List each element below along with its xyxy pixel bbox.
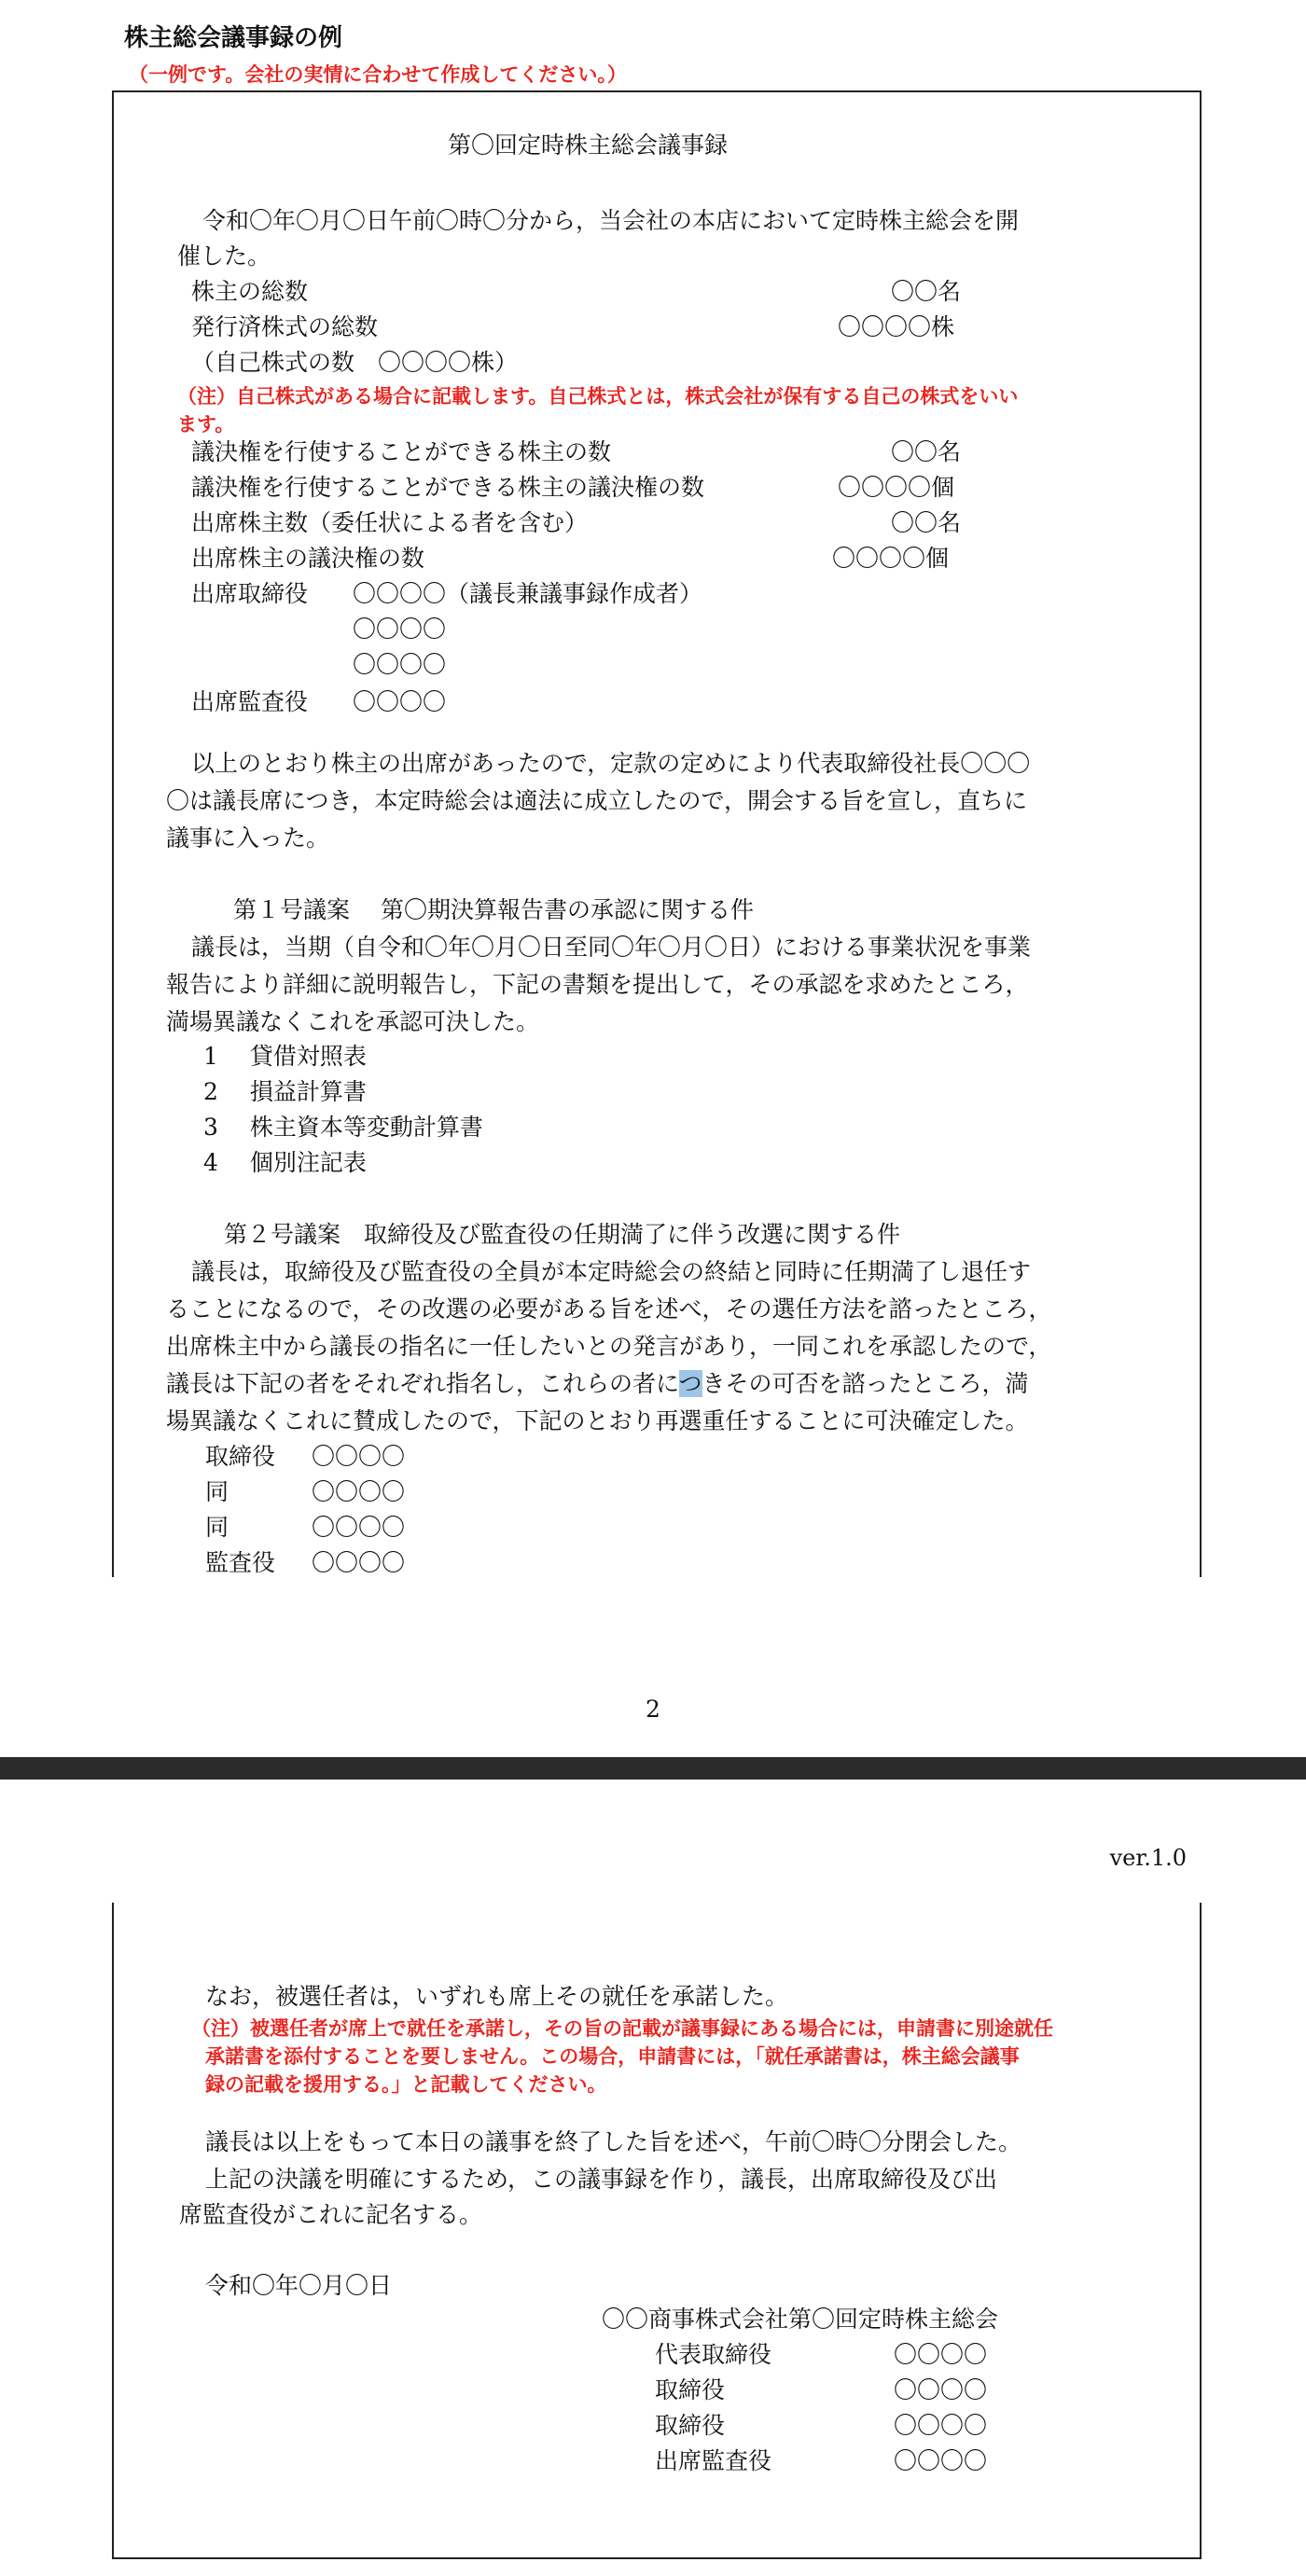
treasury-note-line-1: （注）自己株式がある場合に記載します。自己株式とは，株式会社が保有する自己の株式をいい	[177, 385, 1019, 408]
quorum-line-2: 〇は議長席につき，本定時総会は適法に成立したので，開会する旨を宣し，直ちに	[166, 787, 1028, 814]
shareholders-value: 〇〇名	[891, 278, 962, 305]
voting-holders-value: 〇〇名	[891, 438, 962, 465]
elected-role: 同	[205, 1514, 229, 1541]
auditor-label: 出席監査役	[191, 688, 309, 715]
doc-name: 株主資本等変動計算書	[249, 1114, 483, 1141]
doc-list-item	[203, 1074, 367, 1110]
signer-role: 取締役	[655, 2376, 726, 2403]
signer-role: 代表取締役	[655, 2341, 772, 2368]
text-selection[interactable]: つ	[678, 1370, 702, 1397]
page-number: 2	[646, 1696, 660, 1723]
signer-role: 出席監査役	[655, 2447, 772, 2474]
attending-rights-label: 出席株主の議決権の数	[191, 545, 425, 572]
item-1-line-2: 報告により詳細に説明報告し，下記の書類を提出して，その承認を求めたところ，	[166, 971, 1029, 998]
doc-list-item	[203, 1145, 367, 1181]
intro-line-2: 催した。	[177, 242, 271, 270]
treasury-shares: （自己株式の数 〇〇〇〇株）	[191, 349, 519, 376]
minutes-title: 第〇回定時株主総会議事録	[448, 132, 729, 159]
signer-name: 〇〇〇〇	[894, 2341, 988, 2368]
auditor-1: 〇〇〇〇	[353, 688, 447, 715]
item-2-line-3: 出席株主中から議長の指名に一任したいとの発言があり，一同これを承認したので，	[166, 1333, 1052, 1360]
item-2-line-4-part-b: きその可否を諮ったところ，満	[702, 1370, 1029, 1397]
signer-name: 〇〇〇〇	[894, 2376, 988, 2403]
item-1-line-1: 議長は，当期（自令和〇年〇月〇日至同〇年〇月〇日）における事業状況を事業	[191, 934, 1032, 961]
elected-role: 監査役	[205, 1549, 276, 1576]
item-2-line-4-part-a: 議長は下記の者をそれぞれ指名し，これらの者に	[166, 1370, 679, 1397]
acceptance-note-line-2: 承諾書を添付することを要しません。この場合，申請書には，「就任承諾書は，株主総会議事	[205, 2045, 1020, 2068]
document-heading: 株主総会議事録の例	[124, 24, 343, 52]
signer-name: 〇〇〇〇	[894, 2447, 988, 2474]
doc-name: 損益計算書	[249, 1078, 367, 1105]
item-2-title: 第２号議案 取締役及び監査役の任期満了に伴う改選に関する件	[224, 1221, 901, 1248]
signature-line-2: 席監査役がこれに記名する。	[179, 2201, 483, 2228]
doc-number: 2	[203, 1078, 218, 1105]
version-label: ver.1.0	[1109, 1845, 1187, 1871]
meeting-name: 〇〇商事株式会社第〇回定時株主総会	[602, 2306, 999, 2333]
signature-line-1: 上記の決議を明確にするため，この議事録を作り，議長，出席取締役及び出	[205, 2166, 998, 2193]
doc-number: 1	[203, 1043, 218, 1070]
page-separator	[0, 1757, 1306, 1780]
attending-value: 〇〇名	[891, 509, 962, 536]
treasury-note-line-2: ます。	[177, 413, 235, 436]
elected-name: 〇〇〇〇	[312, 1549, 406, 1576]
doc-number: 4	[203, 1149, 218, 1176]
director-1: 〇〇〇〇（議長兼議事録作成者）	[353, 580, 703, 607]
directors-label: 出席取締役	[191, 580, 309, 607]
voting-holders-label: 議決権を行使することができる株主の数	[191, 438, 612, 465]
document-heading-note: （一例です。会社の実情に合わせて作成してください。）	[129, 63, 627, 86]
elected-name: 〇〇〇〇	[312, 1514, 406, 1541]
director-2: 〇〇〇〇	[353, 616, 447, 643]
doc-name: 貸借対照表	[249, 1043, 367, 1070]
closing-line: 議長は以上をもって本日の議事を終了した旨を述べ，午前〇時〇分閉会した。	[205, 2128, 1022, 2155]
issued-shares-value: 〇〇〇〇株	[838, 313, 955, 340]
minutes-date: 令和〇年〇月〇日	[205, 2272, 393, 2299]
elected-name: 〇〇〇〇	[312, 1443, 406, 1470]
signer-role: 取締役	[655, 2412, 726, 2439]
item-2-line-4	[166, 1366, 1029, 1402]
doc-number: 3	[203, 1114, 218, 1141]
issued-shares-label: 発行済株式の総数	[191, 313, 379, 340]
director-3: 〇〇〇〇	[353, 651, 447, 678]
attending-label: 出席株主数（委任状による者を含む）	[191, 509, 589, 536]
acceptance-line: なお，被選任者は，いずれも席上その就任を承諾した。	[205, 1983, 789, 2010]
item-2-line-2: ることになるので，その改選の必要がある旨を述べ，その選任方法を諮ったところ，	[166, 1295, 1052, 1323]
item-1-title: 第１号議案 第〇期決算報告書の承認に関する件	[233, 896, 754, 923]
elected-role: 同	[205, 1478, 229, 1505]
voting-rights-value: 〇〇〇〇個	[838, 474, 955, 501]
item-1-line-3: 満場異議なくこれを承認可決した。	[166, 1008, 540, 1035]
quorum-line-1: 以上のとおり株主の出席があったので，定款の定めにより代表取締役社長〇〇〇	[191, 750, 1031, 777]
elected-name: 〇〇〇〇	[312, 1478, 406, 1505]
voting-rights-label: 議決権を行使することができる株主の議決権の数	[191, 474, 705, 501]
doc-list-item	[203, 1110, 483, 1145]
quorum-line-3: 議事に入った。	[166, 824, 330, 852]
item-2-line-1: 議長は，取締役及び監査役の全員が本定時総会の終結と同時に任期満了し退任す	[191, 1258, 1032, 1285]
doc-list-item	[203, 1039, 367, 1074]
elected-role: 取締役	[205, 1443, 276, 1470]
attending-rights-value: 〇〇〇〇個	[832, 545, 950, 572]
doc-name: 個別注記表	[249, 1149, 367, 1176]
signer-name: 〇〇〇〇	[894, 2412, 988, 2439]
shareholders-label: 株主の総数	[191, 278, 309, 305]
intro-line-1: 令和〇年〇月〇日午前〇時〇分から，当会社の本店において定時株主総会を開	[202, 207, 1020, 234]
acceptance-note-line-1: （注）被選任者が席上で就任を承諾し，その旨の記載が議事録にある場合には，申請書に別途就任	[191, 2017, 1053, 2040]
acceptance-note-line-3: 録の記載を援用する。」と記載してください。	[205, 2073, 607, 2096]
item-2-line-5: 場異議なくこれに賛成したので，下記のとおり再選重任することに可決確定した。	[166, 1407, 1029, 1434]
